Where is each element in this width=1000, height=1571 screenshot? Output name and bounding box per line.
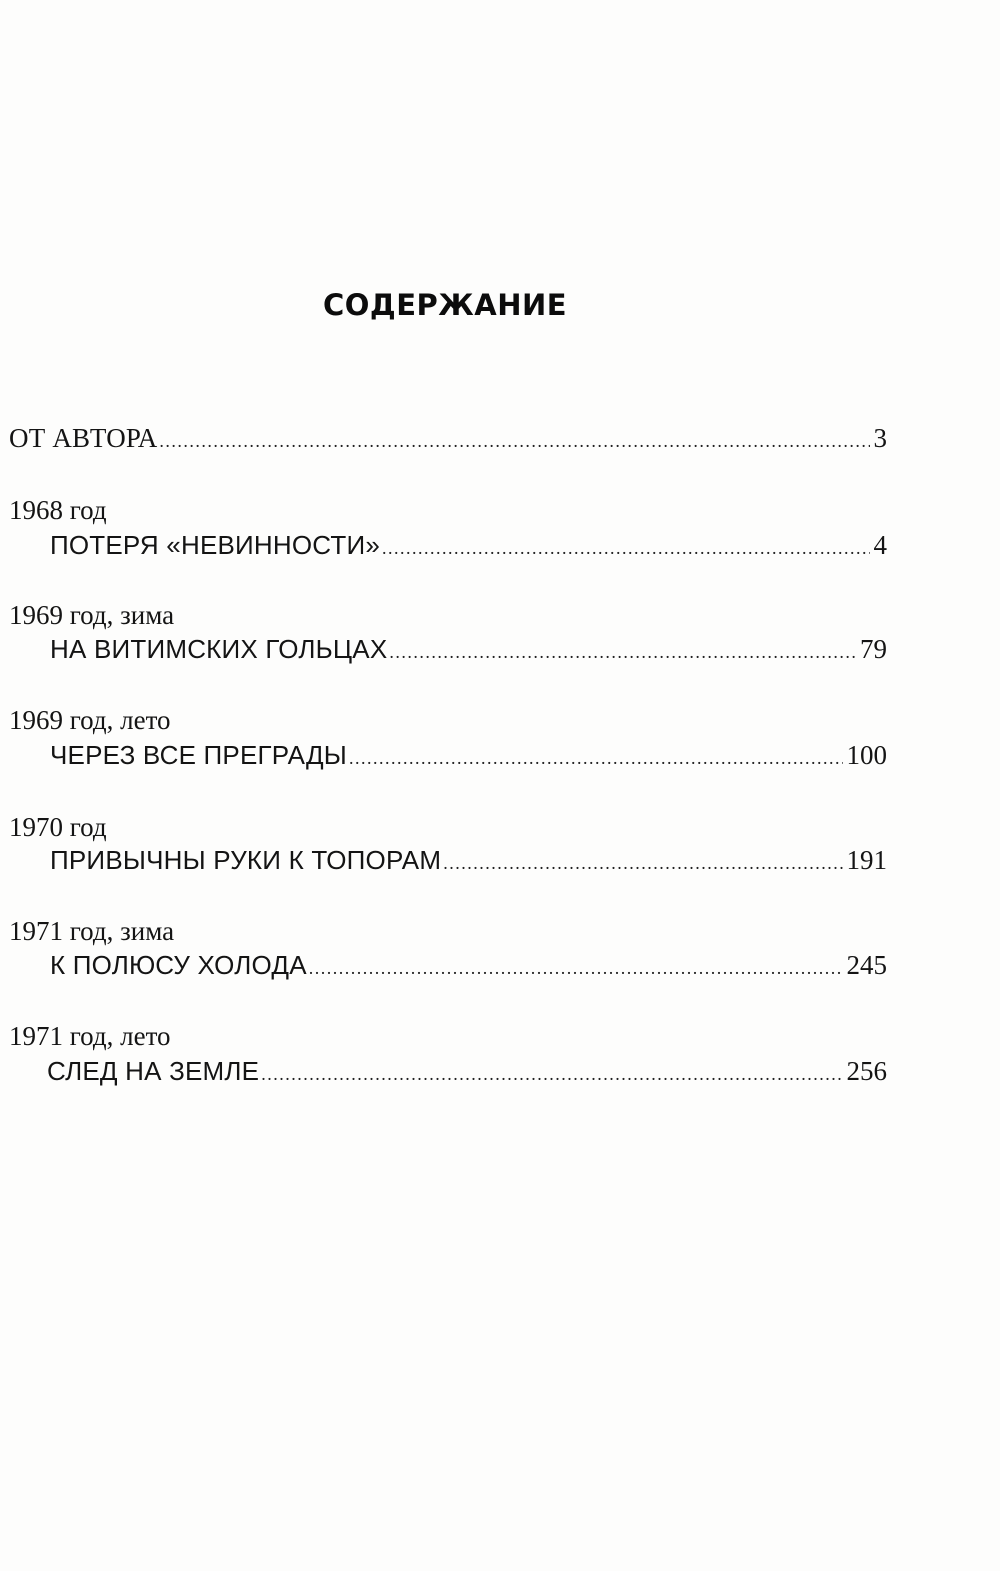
toc-entry-title: К ПОЛЮСУ ХОЛОДА	[50, 950, 307, 980]
dot-leader	[443, 853, 842, 874]
toc-entry-title: ПОТЕРЯ «НЕВИННОСТИ»	[50, 530, 381, 560]
dot-leader	[389, 642, 856, 663]
toc-entry-title: СЛЕД НА ЗЕМЛЕ	[47, 1056, 260, 1086]
section-year-label: 1971 год, зима	[9, 916, 175, 946]
section-year-label: 1968 год	[9, 495, 107, 525]
dot-leader	[382, 538, 869, 559]
toc-page-number: 79	[860, 634, 887, 664]
toc-page-number: 191	[846, 845, 887, 875]
page-title: СОДЕРЖАНИЕ	[322, 288, 568, 322]
dot-leader	[349, 748, 842, 769]
toc-page-number: 4	[873, 530, 887, 560]
dot-leader	[159, 431, 869, 452]
section-year-label: 1969 год, лето	[9, 705, 171, 735]
toc-entry	[50, 950, 887, 981]
toc-entry-title: ПРИВЫЧНЫ РУКИ К ТОПОРАМ	[50, 845, 442, 875]
section-year-label: 1971 год, лето	[9, 1021, 171, 1051]
dot-leader	[309, 958, 843, 979]
toc-entry	[50, 740, 887, 771]
toc-page-number: 256	[846, 1056, 887, 1086]
toc-page-number: 245	[846, 950, 887, 980]
section-year-label: 1969 год, зима	[9, 600, 175, 630]
dot-leader	[261, 1064, 842, 1085]
toc-entry	[47, 1056, 887, 1087]
toc-entry-title: ОТ АВТОРА	[9, 423, 158, 453]
toc-entry-preface	[9, 423, 887, 454]
toc-entry	[50, 845, 887, 876]
toc-entry	[50, 634, 887, 665]
toc-page-number: 3	[873, 423, 887, 453]
toc-entry-title: ЧЕРЕЗ ВСЕ ПРЕГРАДЫ	[50, 740, 348, 770]
toc-entry-title: НА ВИТИМСКИХ ГОЛЬЦАХ	[50, 634, 388, 664]
toc-entry	[50, 530, 887, 561]
section-year-label: 1970 год	[9, 812, 107, 842]
toc-page-number: 100	[846, 740, 887, 770]
